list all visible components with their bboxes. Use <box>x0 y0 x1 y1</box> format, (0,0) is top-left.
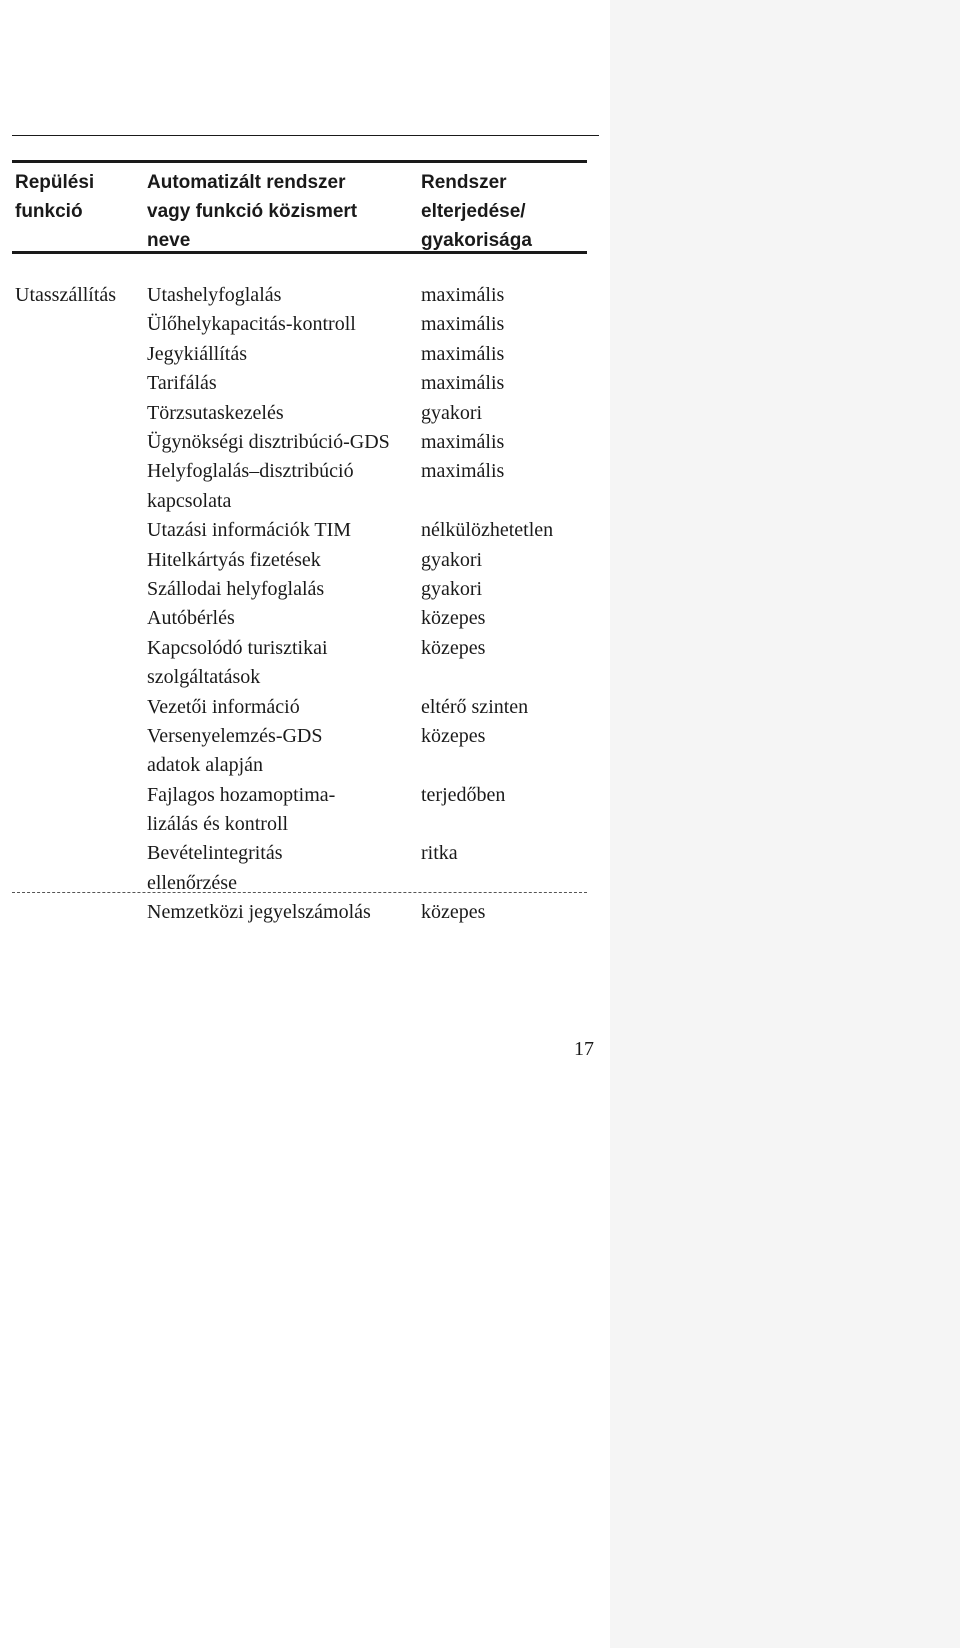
row-system-line: Tarifálás <box>147 372 217 395</box>
row-system-line: szolgáltatások <box>147 666 261 689</box>
row-frequency: gyakori <box>421 548 483 571</box>
row-system <box>147 281 415 310</box>
side-panel <box>610 0 960 1648</box>
row-system <box>147 575 415 604</box>
table-row <box>0 340 600 369</box>
table-row <box>0 839 600 898</box>
dotted-separator <box>12 892 587 893</box>
page-number: 17 <box>574 1038 594 1060</box>
row-system-line: kapcsolata <box>147 489 232 512</box>
row-system <box>147 546 415 575</box>
header-system-name: Automatizált rendszer vagy funkció közismert neve <box>147 172 358 251</box>
row-system <box>147 340 415 369</box>
table-row <box>0 369 600 398</box>
row-system <box>147 369 415 398</box>
table-row <box>0 722 600 781</box>
row-frequency: gyakori <box>421 577 483 600</box>
row-frequency: közepes <box>421 901 486 924</box>
row-system-line: Fajlagos hozamoptima- <box>147 783 336 806</box>
row-system-line: Nemzetközi jegyelszámolás <box>147 901 371 924</box>
row-system-line: Utashelyfoglalás <box>147 284 282 306</box>
row-system <box>147 898 415 927</box>
row-system-line: Helyfoglalás–disztribúció <box>147 460 354 483</box>
header-frequency: Rendszer elterjedése/ gyakorisága <box>421 172 532 251</box>
table-row <box>0 457 600 516</box>
table-row <box>0 399 600 428</box>
row-frequency: maximális <box>421 372 505 395</box>
row-system-line: Bevételintegritás <box>147 842 283 865</box>
row-system <box>147 310 415 339</box>
row-system-line: Utazási információk TIM <box>147 519 352 542</box>
table-row <box>0 693 600 722</box>
row-system-line: Vezetői információ <box>147 695 300 718</box>
table-row <box>0 428 600 457</box>
row-system-line: Hitelkártyás fizetések <box>147 548 321 571</box>
row-system-line: Szállodai helyfoglalás <box>147 577 325 600</box>
row-system <box>147 428 415 457</box>
header-bottom-rule <box>12 251 587 254</box>
row-system <box>147 839 415 898</box>
table-row <box>0 604 600 633</box>
row-frequency: maximális <box>421 313 505 336</box>
row-frequency: közepes <box>421 724 486 747</box>
table-row <box>0 310 600 339</box>
row-frequency: gyakori <box>421 401 483 424</box>
top-rule <box>12 135 599 136</box>
row-system <box>147 634 415 693</box>
table-row <box>0 898 600 927</box>
table-row <box>0 634 600 693</box>
row-frequency: maximális <box>421 460 505 483</box>
row-system-line: Kapcsolódó turisztikai <box>147 636 328 659</box>
table-row <box>0 516 600 545</box>
row-system-line: Versenyelemzés-GDS <box>147 724 323 747</box>
table-row <box>0 575 600 604</box>
table-row <box>0 546 600 575</box>
row-frequency: közepes <box>421 636 486 659</box>
row-system <box>147 781 415 840</box>
row-frequency: maximális <box>421 284 505 306</box>
row-frequency: ritka <box>421 842 458 865</box>
row-frequency: eltérő szinten <box>421 695 529 718</box>
row-system-line: Autóbérlés <box>147 607 235 630</box>
row-frequency: maximális <box>421 342 505 365</box>
header-top-rule <box>12 160 587 163</box>
row-frequency: nélkülözhetetlen <box>421 519 554 542</box>
row-system-line: Ülőhelykapacitás-kontroll <box>147 313 356 336</box>
table-body <box>0 281 600 928</box>
row-system-line: ellenőrzése <box>147 871 237 894</box>
row-system <box>147 516 415 545</box>
row-system <box>147 722 415 781</box>
row-system <box>147 457 415 516</box>
table-row <box>0 781 600 840</box>
row-function: Utasszállítás <box>15 284 117 306</box>
row-system-line: Ügynökségi disztribúció-GDS <box>147 430 390 453</box>
row-frequency: közepes <box>421 607 486 630</box>
row-system-line: lizálás és kontroll <box>147 813 289 836</box>
row-system <box>147 693 415 722</box>
row-frequency: maximális <box>421 430 505 453</box>
row-system <box>147 604 415 633</box>
row-system-line: Törzsutaskezelés <box>147 401 284 424</box>
header-flight-function: Repülési funkció <box>15 172 95 222</box>
table-row <box>0 281 600 310</box>
row-system <box>147 399 415 428</box>
row-system-line: Jegykiállítás <box>147 342 247 365</box>
row-system-line: adatok alapján <box>147 754 264 777</box>
row-frequency: terjedőben <box>421 783 506 806</box>
